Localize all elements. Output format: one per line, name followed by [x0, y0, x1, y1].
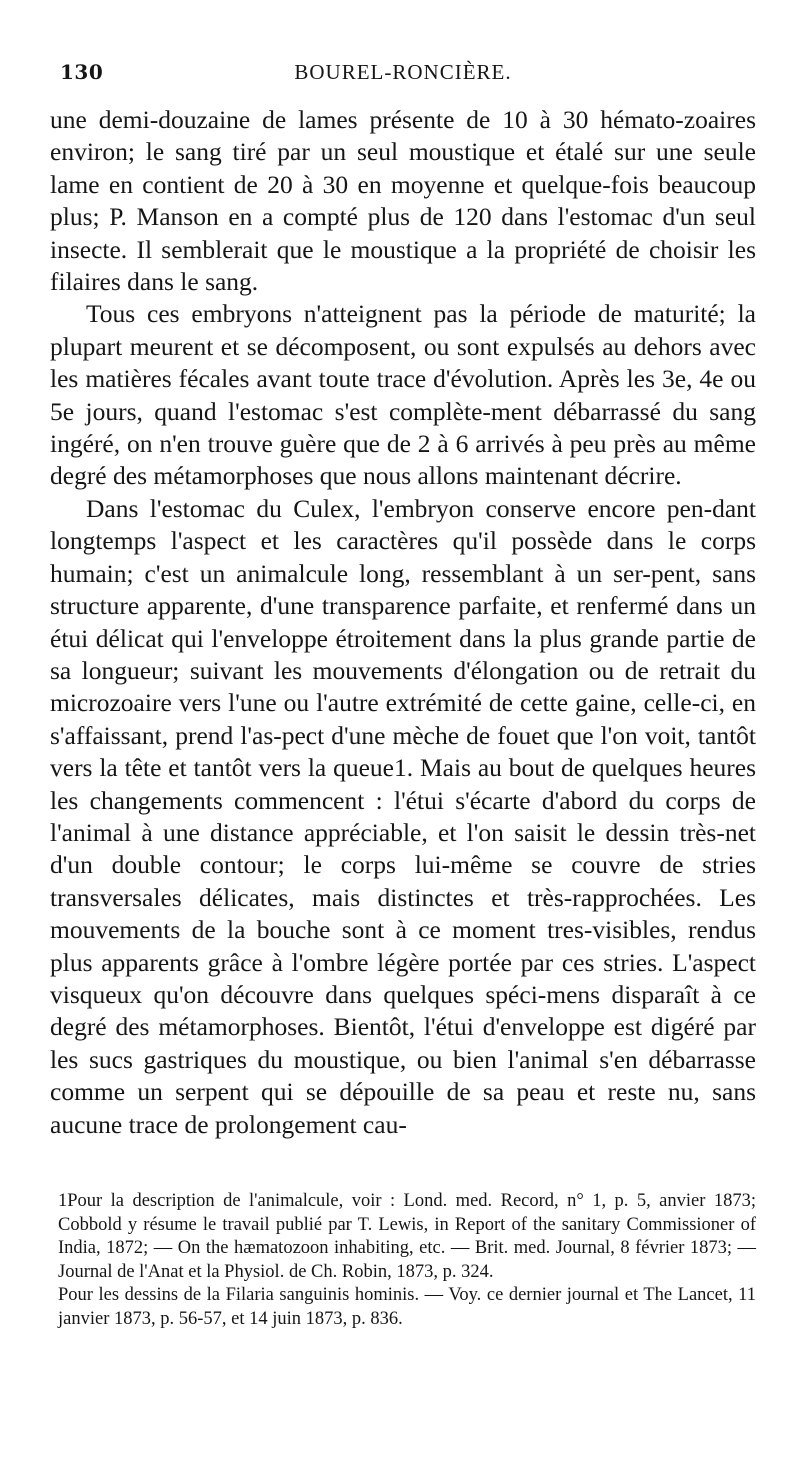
running-head: [50, 56, 756, 96]
paragraph-2: Tous ces embryons n'atteignent pas la période de maturité; la plupart meurent et se décomposent, ou sont expulsés au dehors avec les matières fécales avant toute trace d'évolution. Après les 3e, 4e ou 5e jours, quand l'estomac s'est complète-ment débarrassé du sang ingéré, on n'en trouve guère que de 2 à 6 arrivés à peu près au même degré des métamorphoses que nous allons maintenant décrire.: [50, 299, 756, 491]
paragraph-1: une demi-douzaine de lames présente de 10 à 30 hémato-zoaires environ; le sang tiré par un seul moustique et étalé sur une seule lame en contient de 20 à 30 en moyenne et quelque-fois beaucoup plus; P. Manson en a compté plus de 120 dans l'estomac d'un seul insecte. Il semblerait que le moustique a la propriété de choisir les filaires dans le sang.: [50, 105, 756, 297]
footnote-2: Pour les dessins de la Filaria sanguinis hominis. — Voy. ce dernier journal et The Lancet, 11 janvier 1873, p. 56-57, et 14 juin 1873, p. 836.: [58, 1285, 756, 1329]
footnotes: [58, 1190, 756, 1331]
paragraph-3: Dans l'estomac du Culex, l'embryon conserve encore pen-dant longtemps l'aspect et les caractères qu'il possède dans le corps humain; c'est un animalcule long, ressemblant à un ser-pent, sans structure apparente, d'une transparence parfaite, et renfermé dans un étui délicat qui l'enveloppe étroitement dans la plus grande partie de sa longueur; suivant les mouvements d'élongation ou de retrait du microzoaire vers l'une ou l'autre extrémité de cette gaine, celle-ci, en s'affaissant, prend l'as-pect d'une mèche de fouet que l'on voit, tantôt vers la tête et tantôt vers la queue1. Mais au bout de quelques heures les changements commencent : l'étui s'écarte d'abord du corps de l'animal à une distance appréciable, et l'on saisit le dessin très-net d'un double contour; le corps lui-même se couvre de stries transversales délicates, mais distinctes et très-rapprochées. Les mouvements de la bouche sont à ce moment tres-visibles, rendus plus apparents grâce à l'ombre légère portée par ces stries. L'aspect visqueux qu'on découvre dans quelques spéci-mens disparaît à ce degré des métamorphoses. Bientôt, l'étui d'enveloppe est digéré par les sucs gastriques du moustique, ou bien l'animal s'en débarrasse comme un serpent qui se dépouille de sa peau et reste nu, sans aucune trace de prolongement cau-: [50, 493, 756, 1139]
footnote-1: 1Pour la description de l'animalcule, voir : Lond. med. Record, n° 1, p. 5, anvier 1873; Cobbold y résume le travail publié par T. Lewis, in Report of the sanitary Commissioner of India, 1872; — On the hæmatozoon inhabiting, etc. — Brit. med. Journal, 8 février 1873; — Journal de l'Anat et la Physiol. de Ch. Robin, 1873, p. 324.: [58, 1191, 756, 1282]
body-text: [50, 104, 756, 1141]
running-title: BOUREL-RONCIÈRE.: [294, 60, 512, 84]
page-number: 130: [60, 60, 104, 84]
